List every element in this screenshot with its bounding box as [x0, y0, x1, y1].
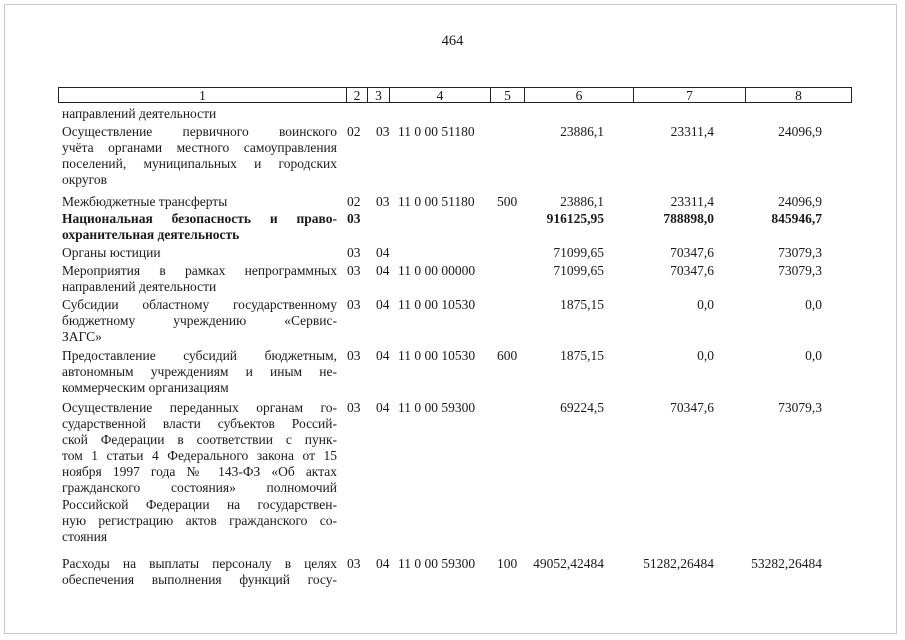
name-line: ЗАГС» — [62, 329, 102, 345]
table-header — [58, 87, 852, 103]
table-cell-c8: 24096,9 — [778, 194, 822, 209]
column-header: 7 — [633, 88, 745, 102]
table-cell-c6: 1875,15 — [560, 348, 604, 363]
table-cell-c5: 500 — [497, 194, 518, 209]
column-header: 3 — [367, 88, 389, 102]
name-line: коммерческим организациям — [62, 380, 229, 396]
name-line: направлений деятельности — [62, 279, 217, 295]
table-cell-c5: 600 — [497, 348, 518, 363]
name-line: стояния — [62, 528, 108, 544]
name-line: Предоставление субсидий бюджетным, — [62, 348, 337, 363]
table-row-name — [62, 124, 337, 188]
name-line: поселений, муниципальных и городских — [62, 156, 337, 172]
table-cell-c7: 0,0 — [697, 348, 714, 363]
table-row-name — [62, 211, 337, 243]
table-cell-c2: 03 — [347, 400, 361, 415]
column-header: 8 — [745, 88, 851, 102]
name-line: Субсидии областному государственному — [62, 297, 337, 312]
table-cell-c4: 11 0 00 59300 — [398, 556, 476, 571]
table-cell-c8: 845946,7 — [771, 211, 822, 226]
table-cell-c3: 04 — [376, 245, 390, 260]
name-line: Мероприятия в рамках непрограммных — [62, 263, 337, 278]
table-cell-c6: 71099,65 — [553, 245, 604, 260]
table-row-name — [62, 348, 337, 396]
table-cell-c8: 53282,26484 — [751, 556, 822, 571]
table-row-name — [62, 556, 337, 588]
name-line: ской Федерации в соответствии с пунк- — [62, 432, 337, 448]
column-header: 4 — [389, 88, 490, 102]
table-cell-c2: 03 — [347, 556, 361, 571]
table-cell-c8: 73079,3 — [778, 400, 822, 415]
table-cell-c4: 11 0 00 00000 — [398, 263, 476, 278]
name-line: Органы юстиции — [62, 245, 161, 260]
table-cell-c8: 0,0 — [805, 297, 822, 312]
name-line: автономным учреждениям и иным не- — [62, 364, 337, 380]
name-line: округов — [62, 172, 107, 188]
name-line: охранительная деятельность — [62, 227, 240, 243]
table-row-name — [62, 400, 337, 545]
table-cell-c8: 24096,9 — [778, 124, 822, 139]
table-cell-c2: 02 — [347, 124, 361, 139]
table-cell-c7: 70347,6 — [670, 400, 714, 415]
table-cell-c7: 788898,0 — [663, 211, 714, 226]
table-cell-c7: 23311,4 — [670, 124, 714, 139]
table-cell-c7: 51282,26484 — [643, 556, 714, 571]
name-line: Национальная безопасность и право- — [62, 211, 337, 226]
name-line: учёта органами местного самоуправления — [62, 140, 337, 156]
column-header: 1 — [199, 88, 206, 103]
table-cell-c8: 73079,3 — [778, 263, 822, 278]
column-header: 6 — [524, 88, 633, 102]
table-cell-c8: 73079,3 — [778, 245, 822, 260]
table-cell-c4: 11 0 00 51180 — [398, 124, 475, 139]
table-cell-c2: 03 — [347, 348, 361, 363]
table-cell-c3: 04 — [376, 556, 390, 571]
table-cell-c7: 70347,6 — [670, 245, 714, 260]
table-cell-c4: 11 0 00 51180 — [398, 194, 475, 209]
table-row-name — [62, 194, 337, 210]
name-line: ную регистрацию актов гражданского со- — [62, 512, 337, 528]
table-cell-c4: 11 0 00 10530 — [398, 348, 476, 363]
table-cell-c6: 71099,65 — [553, 263, 604, 278]
table-cell-c2: 03 — [347, 245, 361, 260]
name-line: Межбюджетные трансферты — [62, 194, 228, 209]
table-cell-c7: 0,0 — [697, 297, 714, 312]
name-line: направлений деятельности — [62, 106, 217, 121]
table-cell-c3: 04 — [376, 263, 390, 278]
table-cell-c5: 100 — [497, 556, 518, 571]
column-header: 5 — [490, 88, 524, 102]
name-line: гражданского состояния» полномочий — [62, 480, 337, 496]
name-line: Расходы на выплаты персоналу в целях — [62, 556, 337, 571]
table-cell-c8: 0,0 — [805, 348, 822, 363]
name-line: Осуществление первичного воинского — [62, 124, 337, 139]
table-cell-c6: 49052,42484 — [533, 556, 604, 571]
table-row-name — [62, 263, 337, 295]
table-cell-c7: 70347,6 — [670, 263, 714, 278]
table-cell-c3: 04 — [376, 297, 390, 312]
column-header: 2 — [346, 88, 367, 102]
table-cell-c3: 04 — [376, 400, 390, 415]
table-cell-c2: 02 — [347, 194, 361, 209]
table-row-name — [62, 106, 337, 122]
table-cell-c7: 23311,4 — [670, 194, 714, 209]
table-cell-c2: 03 — [347, 211, 361, 226]
table-cell-c6: 23886,1 — [560, 124, 604, 139]
name-line: бюджетному учреждению «Сервис- — [62, 313, 337, 329]
table-cell-c3: 03 — [376, 124, 390, 139]
table-cell-c6: 1875,15 — [560, 297, 604, 312]
name-line: обеспечения выполнения функций госу- — [62, 572, 337, 588]
name-line: сударственной власти субъектов Россий- — [62, 416, 337, 432]
table-cell-c2: 03 — [347, 263, 361, 278]
table-cell-c6: 916125,95 — [546, 211, 604, 226]
table-cell-c4: 11 0 00 59300 — [398, 400, 476, 415]
table-cell-c4: 11 0 00 10530 — [398, 297, 476, 312]
name-line: Российской Федерации на государствен- — [62, 496, 337, 512]
table-cell-c2: 03 — [347, 297, 361, 312]
name-line: ноября 1997 года № 143-ФЗ «Об актах — [62, 464, 337, 480]
table-row-name — [62, 297, 337, 345]
table-row-name — [62, 245, 337, 261]
table-cell-c6: 69224,5 — [560, 400, 604, 415]
table-cell-c3: 03 — [376, 194, 390, 209]
name-line: том 1 статьи 4 Федерального закона от 15 — [62, 448, 337, 464]
table-cell-c3: 04 — [376, 348, 390, 363]
page-number: 464 — [441, 33, 464, 49]
table-cell-c6: 23886,1 — [560, 194, 604, 209]
name-line: Осуществление переданных органам го- — [62, 400, 337, 415]
